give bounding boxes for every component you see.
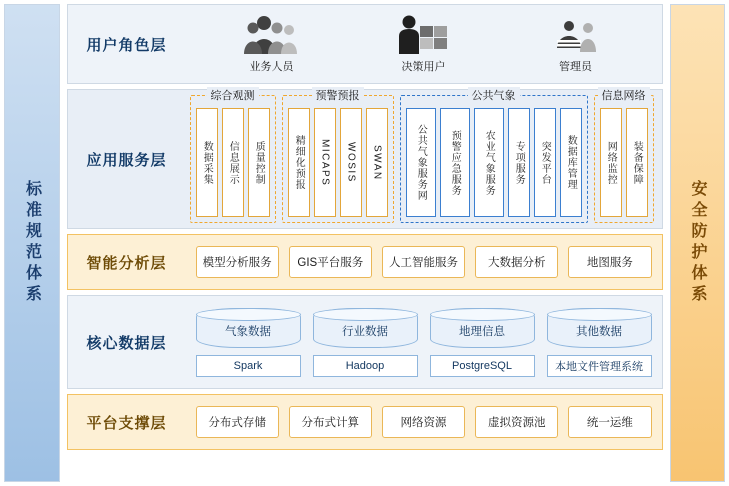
analysis-item[interactable]: 地图服务 xyxy=(568,246,651,278)
right-pillar-label: 安全防护体系 xyxy=(689,180,707,306)
analysis-item[interactable]: 模型分析服务 xyxy=(196,246,279,278)
app-group-observation xyxy=(190,90,276,223)
group-users-icon xyxy=(243,14,301,56)
app-item-label: 质量控制 xyxy=(253,140,265,185)
role-decision-user xyxy=(395,14,453,74)
analysis-item[interactable]: 人工智能服务 xyxy=(382,246,465,278)
platform-item[interactable]: 统一运维 xyxy=(568,406,651,438)
app-item[interactable] xyxy=(534,108,556,217)
app-item-label: SWAN xyxy=(371,144,383,181)
platform-support-body xyxy=(186,395,662,449)
band-user-roles xyxy=(67,4,663,84)
app-item-label: MICAPS xyxy=(319,138,331,187)
band-label-application-services: 应用服务层 xyxy=(86,151,167,169)
data-store[interactable]: 本地文件管理系统 xyxy=(547,355,652,377)
person-presenting-icon xyxy=(395,14,453,56)
data-cylinder-label: 行业数据 xyxy=(342,325,388,338)
core-data-cylinders-row xyxy=(196,308,652,348)
data-store[interactable]: Spark xyxy=(196,355,301,377)
app-item[interactable] xyxy=(474,108,504,217)
role-business-staff xyxy=(243,14,301,74)
app-item-label: 信息展示 xyxy=(227,140,239,185)
app-group-forecast-warning xyxy=(282,90,394,223)
data-store[interactable]: Hadoop xyxy=(313,355,418,377)
app-item[interactable] xyxy=(560,108,582,217)
app-item-label: 精细化预报 xyxy=(293,135,305,190)
role-administrator xyxy=(547,14,605,74)
app-item[interactable] xyxy=(366,108,388,217)
application-services-body xyxy=(186,90,662,228)
data-cylinder[interactable] xyxy=(313,308,418,348)
app-item[interactable] xyxy=(600,108,622,217)
core-data-stores-row xyxy=(196,355,652,377)
app-item[interactable] xyxy=(508,108,530,217)
app-item-label: 突发平台 xyxy=(539,140,551,185)
platform-item[interactable]: 虚拟资源池 xyxy=(475,406,558,438)
app-item-label: 网络监控 xyxy=(605,140,617,185)
app-item-label: 装备保障 xyxy=(631,140,643,185)
app-group-information-network xyxy=(594,90,654,223)
band-application-services xyxy=(67,89,663,229)
data-cylinder-label: 气象数据 xyxy=(225,325,271,338)
user-roles-body xyxy=(186,5,662,83)
band-core-data xyxy=(67,295,663,389)
app-group-public-meteorology xyxy=(400,90,588,223)
app-item[interactable] xyxy=(222,108,244,217)
app-group-title: 综合观测 xyxy=(207,87,259,103)
band-label-user-roles: 用户角色层 xyxy=(86,36,167,54)
band-label-platform-support: 平台支撑层 xyxy=(86,414,167,432)
app-group-title: 公共气象 xyxy=(468,87,520,103)
left-pillar-label: 标准规范体系 xyxy=(23,180,41,306)
left-pillar-standards xyxy=(4,4,60,482)
app-item-label: 数据采集 xyxy=(201,140,213,185)
app-item[interactable] xyxy=(196,108,218,217)
data-cylinder[interactable] xyxy=(547,308,652,348)
app-item-label: 公共气象服务网 xyxy=(415,124,427,201)
intelligent-analysis-body xyxy=(186,235,662,289)
band-platform-support xyxy=(67,394,663,450)
app-group-title: 预警预报 xyxy=(312,87,364,103)
role-label: 决策用户 xyxy=(401,61,446,73)
app-item[interactable] xyxy=(626,108,648,217)
app-item-label: 预警应急服务 xyxy=(449,129,461,196)
data-cylinder-label: 地理信息 xyxy=(459,325,505,338)
right-pillar-security xyxy=(670,4,726,482)
app-item[interactable] xyxy=(288,108,310,217)
app-item[interactable] xyxy=(340,108,362,217)
app-item-label: 农业气象服务 xyxy=(483,129,495,196)
data-store[interactable]: PostgreSQL xyxy=(430,355,535,377)
app-item-label: WOSIS xyxy=(345,142,357,183)
core-data-body xyxy=(186,296,662,388)
data-cylinder-label: 其他数据 xyxy=(576,325,622,338)
band-label-core-data: 核心数据层 xyxy=(86,334,167,352)
platform-item[interactable]: 分布式存储 xyxy=(196,406,279,438)
app-group-title: 信息网络 xyxy=(598,87,650,103)
data-cylinder[interactable] xyxy=(196,308,301,348)
app-item[interactable] xyxy=(314,108,336,217)
analysis-item[interactable]: 大数据分析 xyxy=(475,246,558,278)
app-item[interactable] xyxy=(440,108,470,217)
platform-item[interactable]: 网络资源 xyxy=(382,406,465,438)
role-label: 管理员 xyxy=(559,61,592,73)
app-item[interactable] xyxy=(248,108,270,217)
app-item-label: 专项服务 xyxy=(513,140,525,185)
role-label: 业务人员 xyxy=(249,61,294,73)
layer-stack xyxy=(64,0,666,486)
band-label-intelligent-analysis: 智能分析层 xyxy=(86,254,167,272)
band-intelligent-analysis xyxy=(67,234,663,290)
app-item[interactable] xyxy=(406,108,436,217)
analysis-item[interactable]: GIS平台服务 xyxy=(289,246,372,278)
platform-item[interactable]: 分布式计算 xyxy=(289,406,372,438)
data-cylinder[interactable] xyxy=(430,308,535,348)
app-item-label: 数据库管理 xyxy=(565,135,577,190)
admin-person-icon xyxy=(547,14,605,56)
